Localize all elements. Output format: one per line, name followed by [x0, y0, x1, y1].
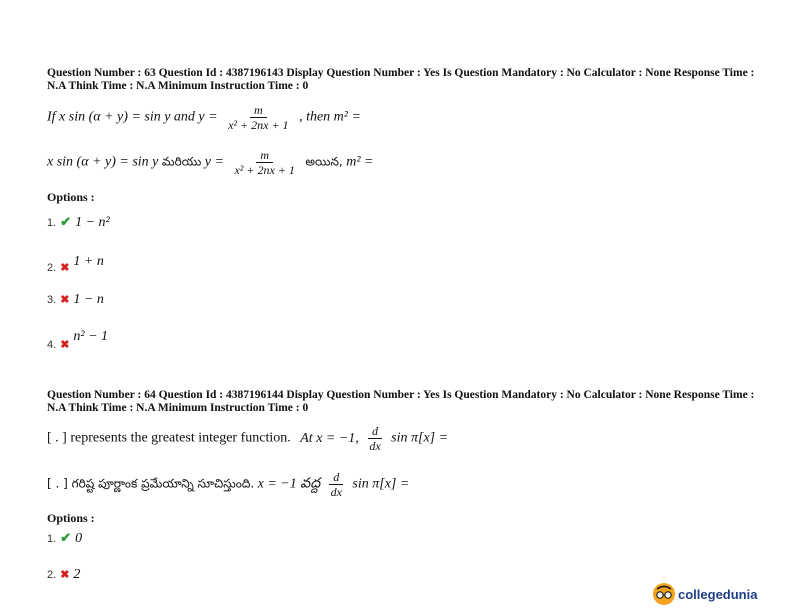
collegedunia-logo: [653, 583, 757, 605]
q63-header: Question Number : 63 Question Id : 4387196143 Display Question Number : Yes Is Question Mandatory : No Calculator : None Response Time : N.A Think Time : N.A Minimum Instruction Time : 0: [47, 67, 755, 92]
q64-derivative: [365, 424, 384, 453]
q64-option-2: [47, 565, 80, 583]
option-number: 4.: [47, 339, 57, 351]
option-value: n² − 1: [73, 329, 109, 344]
logo-mascot-icon: [653, 583, 675, 605]
q64-english-question: [47, 424, 448, 453]
q63-te-then: అయిన,: [305, 154, 343, 169]
q64-options-label: Options :: [47, 511, 95, 525]
logo-text: collegedunia: [678, 586, 758, 602]
q63-frac-den: x² + 2nx + 1: [228, 118, 289, 132]
wrong-cross-icon: ✖: [60, 569, 70, 581]
option-value: 0: [75, 531, 83, 546]
q64-en-rhs: sin π[x] =: [391, 430, 449, 446]
option-number: 1.: [47, 217, 57, 229]
option-value: 1 + n: [73, 254, 104, 269]
q63-option-4: [47, 327, 109, 351]
q64-header: Question Number : 64 Question Id : 4387196144 Display Question Number : Yes Is Question Mandatory : No Calculator : None Response Time : N.A Think Time : N.A Minimum Instruction Time : 0: [47, 389, 755, 414]
q63-option-2: [47, 252, 104, 274]
q64-d-den: dx: [369, 439, 381, 453]
q64-te-text: [ . ] గరిష్ట పూర్ణాంక ప్రమేయాన్ని సూచిస్తుంది.: [47, 476, 255, 491]
q63-te-frac-den: x² + 2nx + 1: [234, 163, 295, 177]
q64-option-1: [47, 529, 82, 547]
q64-te-d-den: dx: [330, 485, 342, 499]
q63-telugu-question: [47, 148, 373, 177]
q63-options-label: Options :: [47, 190, 95, 204]
option-value: 1 − n²: [75, 215, 110, 230]
q63-te-mid: మరియు: [161, 154, 202, 169]
q63-te-y: y =: [204, 154, 228, 170]
q63-te-frac-num: m: [256, 148, 273, 163]
q63-en-lhs: If x sin (α + y) = sin y and y =: [47, 109, 222, 125]
option-number: 3.: [47, 294, 57, 306]
wrong-cross-icon: ✖: [60, 262, 70, 274]
option-number: 2.: [47, 569, 57, 581]
q63-en-rhs: , then m² =: [299, 109, 361, 125]
correct-check-icon: ✔: [60, 530, 72, 545]
q63-option-3: [47, 290, 104, 308]
q64-telugu-question: [47, 470, 409, 499]
q64-te-derivative: [327, 470, 346, 499]
option-number: 2.: [47, 262, 57, 274]
option-value: 1 − n: [73, 292, 104, 307]
wrong-cross-icon: ✖: [60, 294, 70, 306]
q64-te-d-num: d: [329, 470, 343, 485]
q64-te-at: x = −1 వద్ద: [257, 476, 321, 492]
option-value: 2: [73, 567, 81, 582]
wrong-cross-icon: ✖: [60, 339, 70, 351]
q64-en-at: At x = −1,: [300, 430, 359, 446]
q63-te-fraction: [230, 148, 298, 177]
q64-te-rhs: sin π[x] =: [352, 476, 410, 492]
q63-te-rhs: m² =: [346, 154, 374, 170]
q64-en-text: [ . ] represents the greatest integer function.: [47, 430, 291, 446]
q64-d-num: d: [368, 424, 382, 439]
q63-option-1: [47, 213, 110, 231]
glasses-icon: [653, 583, 675, 605]
correct-check-icon: ✔: [60, 214, 72, 229]
q63-te-lhs: x sin (α + y) = sin y: [47, 154, 159, 170]
q63-frac-num: m: [250, 103, 267, 118]
q63-fraction: [224, 103, 292, 132]
q63-english-question: [47, 103, 361, 132]
option-number: 1.: [47, 533, 57, 545]
